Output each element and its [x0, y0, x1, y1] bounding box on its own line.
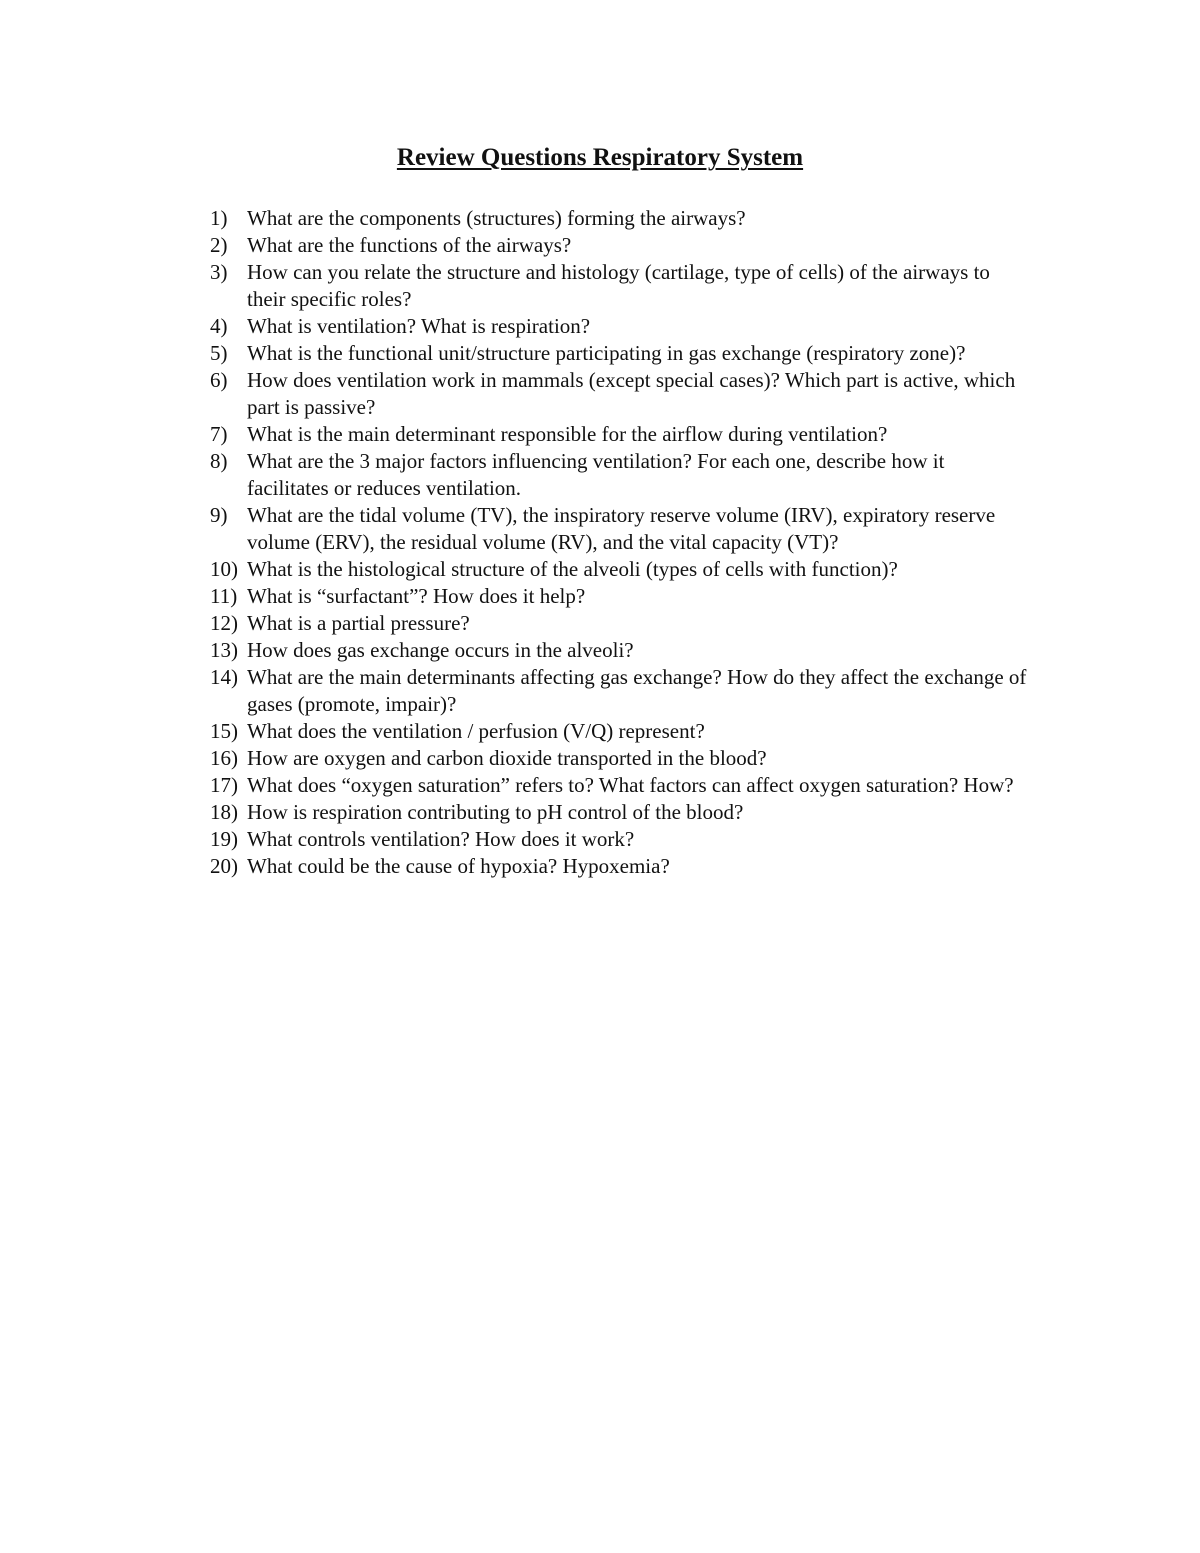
question-number: 17) [210, 773, 238, 797]
question-number: 12) [210, 611, 238, 635]
question-item [210, 448, 1030, 502]
question-text: How does ventilation work in mammals (except special cases)? Which part is active, which part is passive? [247, 368, 1016, 419]
question-text: What are the tidal volume (TV), the inspiratory reserve volume (IRV), expiratory reserve volume (ERV), the residual volume (RV), and the vital capacity (VT)? [247, 503, 996, 554]
question-number: 16) [210, 746, 238, 770]
question-text: What is the main determinant responsible for the airflow during ventilation? [247, 422, 888, 446]
question-text: What does the ventilation / perfusion (V/Q) represent? [247, 719, 705, 743]
question-number: 7) [210, 422, 228, 446]
page-title: Review Questions Respiratory System [396, 144, 804, 171]
question-number: 3) [210, 260, 228, 284]
question-number: 20) [210, 854, 238, 878]
question-text: What are the 3 major factors influencing ventilation? For each one, describe how it facilitates or reduces ventilation. [247, 449, 945, 500]
question-number: 13) [210, 638, 238, 662]
question-text: How are oxygen and carbon dioxide transported in the blood? [247, 746, 767, 770]
question-text: What are the functions of the airways? [247, 233, 572, 257]
question-item [210, 610, 1030, 637]
question-text: What is a partial pressure? [247, 611, 470, 635]
question-item [210, 772, 1030, 799]
question-number: 11) [210, 584, 238, 608]
question-text: How is respiration contributing to pH control of the blood? [247, 800, 744, 824]
question-number: 10) [210, 557, 238, 581]
question-text: What controls ventilation? How does it work? [247, 827, 635, 851]
question-item [210, 205, 1030, 232]
question-number: 4) [210, 314, 228, 338]
question-item [210, 745, 1030, 772]
question-text: What is the functional unit/structure participating in gas exchange (respiratory zone)? [247, 341, 966, 365]
question-number: 1) [210, 206, 228, 230]
question-text: What is the histological structure of the alveoli (types of cells with function)? [247, 557, 898, 581]
question-item [210, 259, 1030, 313]
question-number: 18) [210, 800, 238, 824]
question-item [210, 637, 1030, 664]
question-item [210, 340, 1030, 367]
question-number: 15) [210, 719, 238, 743]
question-text: What are the main determinants affecting gas exchange? How do they affect the exchange of gases (promote, impair)? [247, 665, 1027, 716]
question-number: 19) [210, 827, 238, 851]
question-number: 14) [210, 665, 238, 689]
question-text: How does gas exchange occurs in the alveoli? [247, 638, 634, 662]
question-item [210, 313, 1030, 340]
question-text: What is “surfactant”? How does it help? [247, 584, 586, 608]
question-text: What is ventilation? What is respiration? [247, 314, 591, 338]
question-item [210, 853, 1030, 880]
question-list [210, 205, 1030, 880]
question-item [210, 556, 1030, 583]
question-number: 8) [210, 449, 228, 473]
question-text: How can you relate the structure and histology (cartilage, type of cells) of the airways to their specific roles? [247, 260, 990, 311]
question-text: What does “oxygen saturation” refers to? What factors can affect oxygen saturation? How? [247, 773, 1014, 797]
question-item [210, 718, 1030, 745]
question-number: 9) [210, 503, 228, 527]
question-number: 5) [210, 341, 228, 365]
question-item [210, 799, 1030, 826]
question-text: What could be the cause of hypoxia? Hypoxemia? [247, 854, 670, 878]
question-text: What are the components (structures) forming the airways? [247, 206, 746, 230]
question-number: 6) [210, 368, 228, 392]
question-item [210, 502, 1030, 556]
question-item [210, 232, 1030, 259]
question-item [210, 583, 1030, 610]
question-item [210, 367, 1030, 421]
question-item [210, 826, 1030, 853]
question-item [210, 664, 1030, 718]
question-item [210, 421, 1030, 448]
question-number: 2) [210, 233, 228, 257]
